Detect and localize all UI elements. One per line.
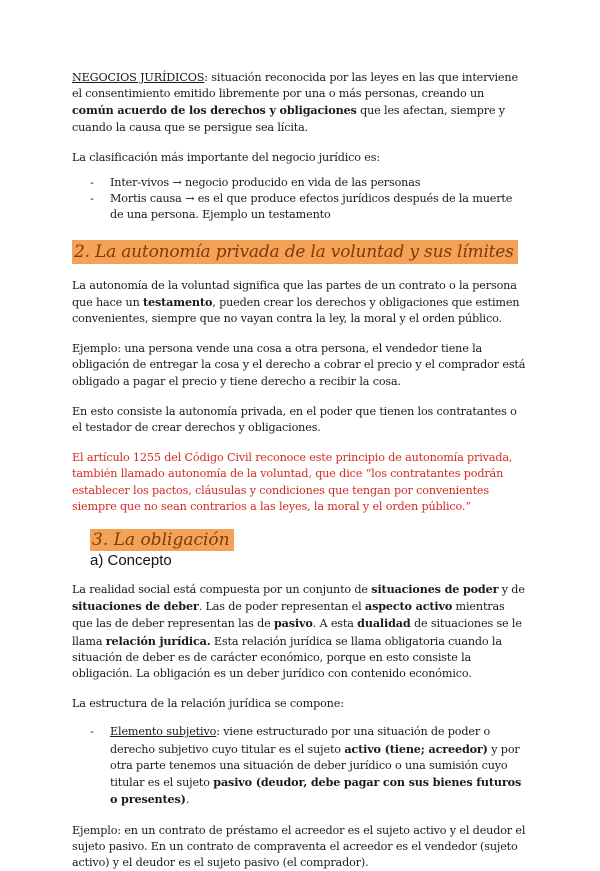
- bold-span: común acuerdo de los derechos y obligaciones: [72, 103, 357, 117]
- paragraph-estructura: La estructura de la relación jurídica se compone:: [72, 696, 528, 712]
- document-page: [72, 70, 528, 871]
- list-item: [72, 724, 528, 808]
- bold-span: situaciones de poder: [371, 582, 498, 596]
- section-3-header: [90, 529, 528, 551]
- bold-span: pasivo: [274, 616, 313, 630]
- text-span: que les afectan, siempre y cuando la causa que se persigue sea lícita.: [72, 104, 505, 133]
- text-span: : viene estructurado por una situación de poder o derecho subjetivo cuyo titular es el sujeto: [110, 725, 490, 755]
- term-elemento-subjetivo: Elemento subjetivo: [110, 725, 216, 738]
- text-span: La realidad social está compuesta por un conjunto de: [72, 583, 371, 596]
- list-item-text: Mortis causa → es el que produce efectos jurídicos después de la muerte de una persona. Ejemplo un testamento: [110, 192, 512, 221]
- paragraph-negocios-juridicos: [72, 70, 528, 136]
- text-span: , pueden crear los derechos y obligaciones que estimen convenientes, siempre que no vayan contra la ley, la moral y el orden público.: [72, 296, 519, 325]
- dash-bullet: -: [90, 191, 94, 207]
- dash-bullet: -: [90, 724, 94, 740]
- paragraph-ejemplo-venta: Ejemplo: una persona vende una cosa a otra persona, el vendedor tiene la obligación de entregar la cosa y el derecho a cobrar el precio y el comprador está obligado a pagar el precio y tiene derecho a recibir la cosa.: [72, 341, 528, 390]
- subsection-concepto-heading: a) Concepto: [90, 551, 528, 571]
- bold-span: pasivo (deudor, debe pagar con sus bienes futuros o presentes): [110, 775, 521, 806]
- text-span: y de: [498, 583, 524, 596]
- paragraph-ejemplo-prestamo: Ejemplo: en un contrato de préstamo el acreedor es el sujeto activo y el deudor el sujeto pasivo. En un contrato de compraventa el acreedor es el vendedor (sujeto activo) y el deudor es el sujeto pasivo (el comprador).: [72, 823, 528, 871]
- term-negocios-juridicos: NEGOCIOS JURÍDICOS: [72, 71, 204, 84]
- text-span: mientras que las de deber representan las de: [72, 600, 505, 630]
- bold-span: activo (tiene; acreedor): [344, 742, 488, 756]
- structure-list: [72, 724, 528, 808]
- text-span: de situaciones se le llama: [72, 617, 522, 647]
- section-2-header: [72, 240, 528, 264]
- paragraph-realidad-social: [72, 581, 528, 682]
- list-item: [72, 175, 528, 191]
- section-2-heading: 2. La autonomía privada de la voluntad y sus límites: [72, 240, 518, 264]
- paragraph-clasificacion: La clasificación más importante del negocio jurídico es:: [72, 150, 528, 166]
- text-span: Esta relación jurídica se llama obligatoria cuando la situación de deber es de carácter económico, porque en esto consiste la obligación. La obligación es un deber jurídico con contenido económico.: [72, 635, 502, 680]
- classification-list: [72, 175, 528, 224]
- text-span: y por otra parte tenemos una situación de deber jurídico o una sumisión cuyo titular es el sujeto: [110, 743, 520, 789]
- bold-span: dualidad: [357, 616, 410, 630]
- bold-span: situaciones de deber: [72, 599, 199, 613]
- text-span: . A esta: [313, 617, 357, 630]
- dash-bullet: -: [90, 175, 94, 191]
- section-3-heading: 3. La obligación: [90, 529, 234, 551]
- text-span: : situación reconocida por las leyes en las que interviene el consentimiento emitido libremente por una o más personas, creando un: [72, 71, 518, 100]
- paragraph-autonomia: [72, 278, 528, 328]
- list-item-text: Inter-vivos → negocio producido en vida de las personas: [110, 176, 420, 189]
- text-span: La autonomía de la voluntad significa que las partes de un contrato o la persona que hace un: [72, 279, 517, 309]
- paragraph-autonomia-privada: En esto consiste la autonomía privada, en el poder que tienen los contratantes o el testador de crear derechos y obligaciones.: [72, 404, 528, 436]
- text-span: .: [186, 793, 189, 806]
- paragraph-articulo-1255: El artículo 1255 del Código Civil reconoce este principio de autonomía privada, también llamado autonomía de la voluntad, que dice “los contratantes podrán establecer los pactos, cláusulas y condiciones que tengan por convenientes siempre que no sean contrarios a las leyes, la moral y el orden público.”: [72, 450, 528, 515]
- bold-span: relación jurídica.: [106, 634, 211, 648]
- text-span: . Las de poder representan el: [199, 600, 365, 613]
- bold-span: testamento: [143, 295, 212, 309]
- list-item: [72, 191, 528, 223]
- bold-span: aspecto activo: [365, 599, 452, 613]
